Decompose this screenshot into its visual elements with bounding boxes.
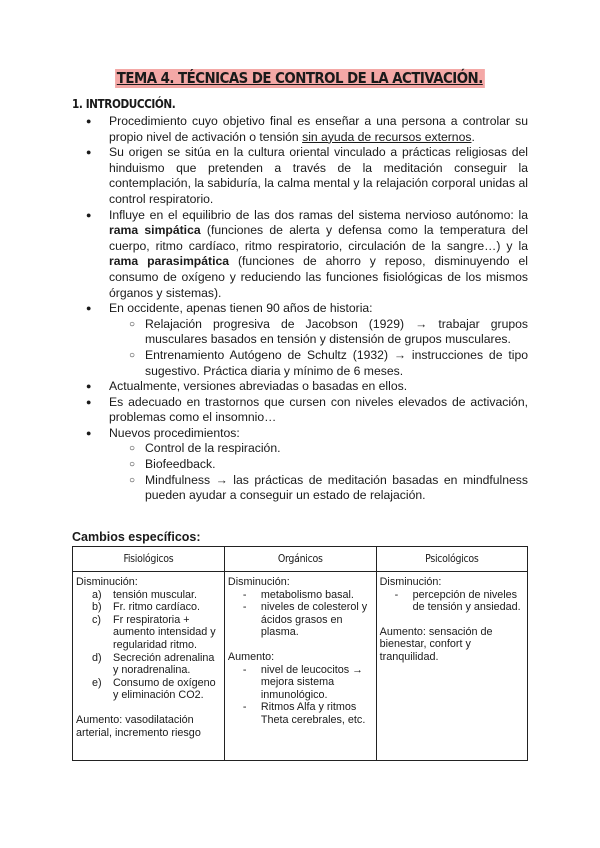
table-header-row: [73, 547, 528, 572]
list-marker: a): [92, 588, 102, 601]
list-marker: -: [242, 588, 247, 601]
increase-text: Aumento: vasodilatación arterial, incremento riesgo: [76, 713, 201, 739]
bullet-text: Nuevos procedimientos:: [109, 425, 240, 440]
list-item: [76, 614, 221, 652]
spacer: [228, 639, 373, 651]
bullet-text: (funciones de alerta y defensa como la temperatura del cuerpo, ritmo cardíaco, ritmo respiratorio, circulación de la sangre…) y la: [109, 223, 528, 253]
list-marker: b): [92, 601, 102, 614]
list-marker: -: [394, 588, 399, 601]
decrease-label: Disminución:: [379, 576, 442, 588]
list-item-text: Fr. ritmo cardíaco.: [113, 601, 200, 614]
list-item: [76, 652, 221, 677]
header-psychological: Psicológicos: [376, 547, 527, 572]
bullet-text: (funciones de ahorro y reposo, disminuyendo el consumo de oxígeno y reduciendo las funciones fisiológicas de los mismos órganos y sistemas).: [109, 254, 528, 300]
list-item-text: Ritmos Alfa y ritmos Theta cerebrales, etc.: [260, 701, 366, 726]
spacer: [76, 702, 221, 714]
bullet-origin: ● Su origen se sitúa en la cultura oriental vinculado a prácticas religiosas del hinduismo que pretenden a través de la meditación conseguir la contemplación, la sabiduría, la calma mental y la relajación corporal unidas al control respiratorio.: [72, 145, 528, 207]
list-marker: c): [92, 613, 101, 626]
title-wrap: [0, 69, 600, 88]
list-item: [380, 589, 524, 614]
sub-item: ○ Biofeedback.: [109, 457, 528, 473]
list-item: [228, 664, 373, 702]
psychological-list: [380, 589, 524, 614]
list-marker: e): [92, 676, 102, 689]
organic-increase-list: [228, 664, 373, 727]
sub-item: ○ Relajación progresiva de Jacobson (1929) → trabajar grupos musculares basados en tensión y distensión de grupos musculares.: [109, 317, 528, 348]
list-item-text: niveles de colesterol y ácidos grasos en plasma.: [260, 601, 368, 639]
list-item-text: nivel de leucocitos → mejora sistema inmunológico.: [260, 663, 363, 701]
history-sublist: [109, 317, 528, 379]
organic-decrease-list: [228, 589, 373, 639]
sub-item: ○ Entrenamiento Autógeno de Schultz (1932) → instrucciones de tipo sugestivo. Práctica diaria y mínimo de 6 meses.: [109, 348, 528, 379]
list-item: [76, 677, 221, 702]
list-item-text: metabolismo basal.: [260, 588, 354, 601]
procedures-sublist: [109, 441, 528, 503]
spacer: [380, 614, 524, 626]
bold-parasympathetic: rama parasimpática: [109, 254, 230, 269]
bullet-west-history: [72, 301, 528, 379]
list-marker: -: [242, 663, 247, 676]
bold-sympathetic: rama simpática: [109, 223, 201, 238]
bullet-text: En occidente, apenas tienen 90 años de historia:: [109, 301, 373, 316]
underlined-text: sin ayuda de recursos externos: [302, 129, 472, 144]
bullet-current: ● Actualmente, versiones abreviadas o basadas en ellos.: [72, 379, 528, 395]
physiological-list: [76, 589, 221, 702]
sub-item: ○ Control de la respiración.: [109, 441, 528, 457]
decrease-label: Disminución:: [76, 576, 138, 588]
bullet-text: Influye en el equilibrio de las dos ramas del sistema nervioso autónomo: la: [109, 207, 528, 222]
bullet-text: Procedimiento cuyo objetivo final es enseñar a una persona a controlar su propio nivel de activación o tensión: [109, 114, 528, 144]
list-marker: d): [92, 651, 102, 664]
header-physiological: Fisiológicos: [73, 547, 225, 572]
list-item-text: Secreción adrenalina y noradrenalina.: [113, 651, 215, 677]
increase-text: Aumento: sensación de bienestar, confort y tranquilidad.: [379, 625, 493, 663]
list-item-text: Fr respiratoria + aumento intensidad y regularidad ritmo.: [113, 613, 216, 651]
cell-psychological: [376, 572, 527, 761]
list-item: [76, 589, 221, 602]
intro-content: [72, 114, 528, 504]
bullet-objective: [72, 114, 528, 145]
list-marker: -: [242, 701, 247, 714]
decrease-label: Disminución:: [227, 576, 290, 588]
header-organic: Orgánicos: [224, 547, 376, 572]
list-item-text: percepción de niveles de tensión y ansiedad.: [412, 588, 521, 614]
list-item-text: Consumo de oxígeno y eliminación CO2.: [113, 676, 216, 702]
list-item-text: tensión muscular.: [113, 588, 198, 601]
changes-table: [72, 546, 528, 761]
sub-item: ○ Mindfulness → las prácticas de meditación basadas en mindfulness pueden ayudar a conseguir un estado de relajación.: [109, 473, 528, 504]
list-marker: -: [242, 601, 247, 614]
table-row: [73, 572, 528, 761]
bullet-disorders: ● Es adecuado en trastornos que cursen con niveles elevados de activación, problemas como el insomnio…: [72, 395, 528, 426]
increase-label: Aumento:: [227, 650, 275, 663]
cell-organic: [224, 572, 376, 761]
bullet-text-end: .: [471, 129, 475, 144]
list-item: [228, 589, 373, 602]
section-heading: 1. INTRODUCCIÓN.: [72, 96, 176, 111]
changes-title: Cambios específicos:: [72, 530, 201, 544]
bullet-nervous-system: [72, 208, 528, 302]
list-item: [228, 601, 373, 639]
intro-bullet-list: [72, 114, 528, 504]
bullet-new-procedures: [72, 426, 528, 504]
page-title: TEMA 4. TÉCNICAS DE CONTROL DE LA ACTIVACIÓN.: [117, 69, 483, 87]
cell-physiological: [73, 572, 225, 761]
list-item: [76, 601, 221, 614]
list-item: [228, 701, 373, 726]
